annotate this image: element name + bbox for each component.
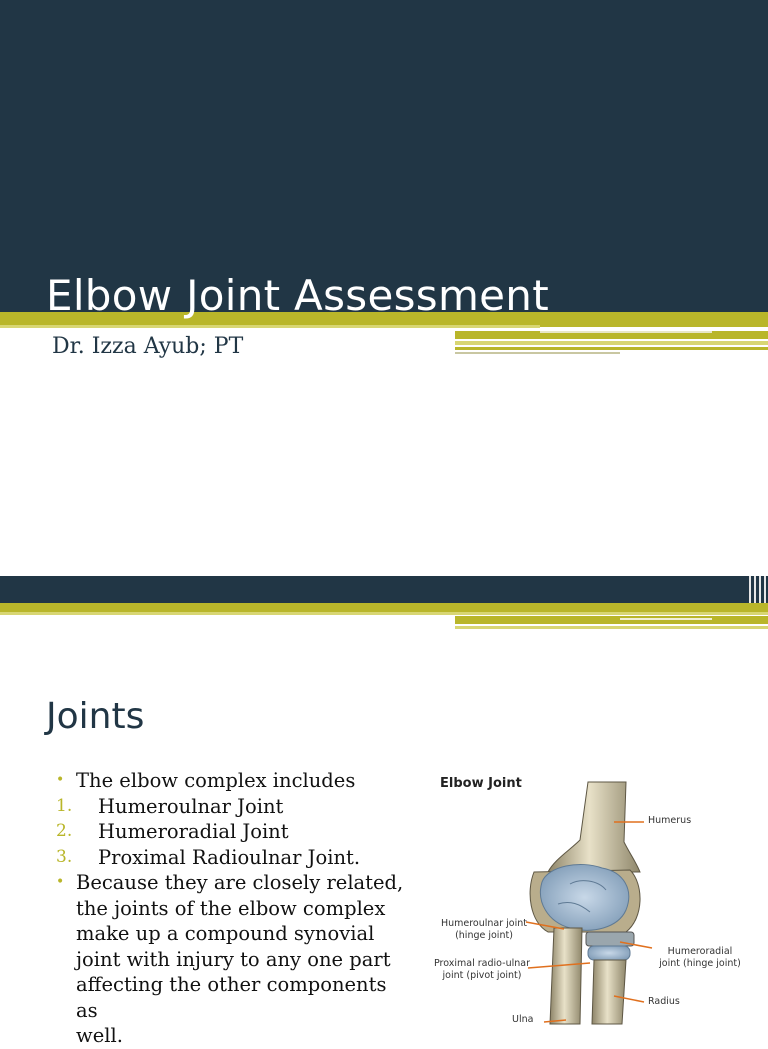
header-band bbox=[0, 576, 768, 603]
label-humerus: Humerus bbox=[648, 815, 692, 826]
accent-stripe-thin bbox=[0, 325, 540, 328]
bullet-icon: • bbox=[56, 874, 65, 890]
accent-stripe-lower bbox=[455, 616, 768, 624]
elbow-illustration bbox=[430, 772, 768, 1024]
elbow-diagram bbox=[430, 772, 768, 1024]
list-item: • The elbow complex includes bbox=[56, 769, 356, 792]
slide-heading: Joints bbox=[46, 696, 145, 737]
accent-stripe-pale bbox=[455, 626, 768, 629]
label-radioulnar: Proximal radio-ulnar joint (pivot joint) bbox=[434, 958, 530, 981]
slide-subtitle: Dr. Izza Ayub; PT bbox=[52, 334, 244, 359]
title-band bbox=[0, 0, 768, 312]
joints-slide bbox=[0, 576, 768, 1047]
figure-title: Elbow Joint bbox=[440, 776, 522, 791]
accent-stripe-grey bbox=[455, 352, 620, 354]
label-humeroradial: Humeroradial joint (hinge joint) bbox=[659, 946, 741, 969]
stripe-highlight bbox=[540, 331, 712, 333]
list-item: 2. Humeroradial Joint bbox=[56, 820, 289, 843]
list-item: 1. Humeroulnar Joint bbox=[56, 794, 284, 818]
accent-stripe-right bbox=[540, 312, 768, 327]
accent-stripe-thin bbox=[0, 612, 768, 615]
label-humeroulnar: Humeroulnar joint (hinge joint) bbox=[440, 918, 528, 941]
bullet-icon: • bbox=[56, 772, 65, 788]
corner-ticks bbox=[746, 576, 768, 603]
list-item: • Because they are closely related, the joints of the elbow complex make up a compound synovial joint with injury to any one part affecting the other components as well. bbox=[56, 871, 404, 1047]
accent-stripe-pale bbox=[455, 341, 768, 345]
bullet-list bbox=[56, 768, 404, 1049]
accent-stripe bbox=[0, 603, 768, 612]
slide-title: Elbow Joint Assessment bbox=[46, 271, 549, 320]
accent-stripe-fine bbox=[455, 347, 768, 350]
label-ulna: Ulna bbox=[512, 1014, 534, 1025]
label-radius: Radius bbox=[648, 996, 680, 1007]
list-item: 3. Proximal Radioulnar Joint. bbox=[56, 845, 361, 869]
stripe-highlight bbox=[620, 618, 712, 620]
